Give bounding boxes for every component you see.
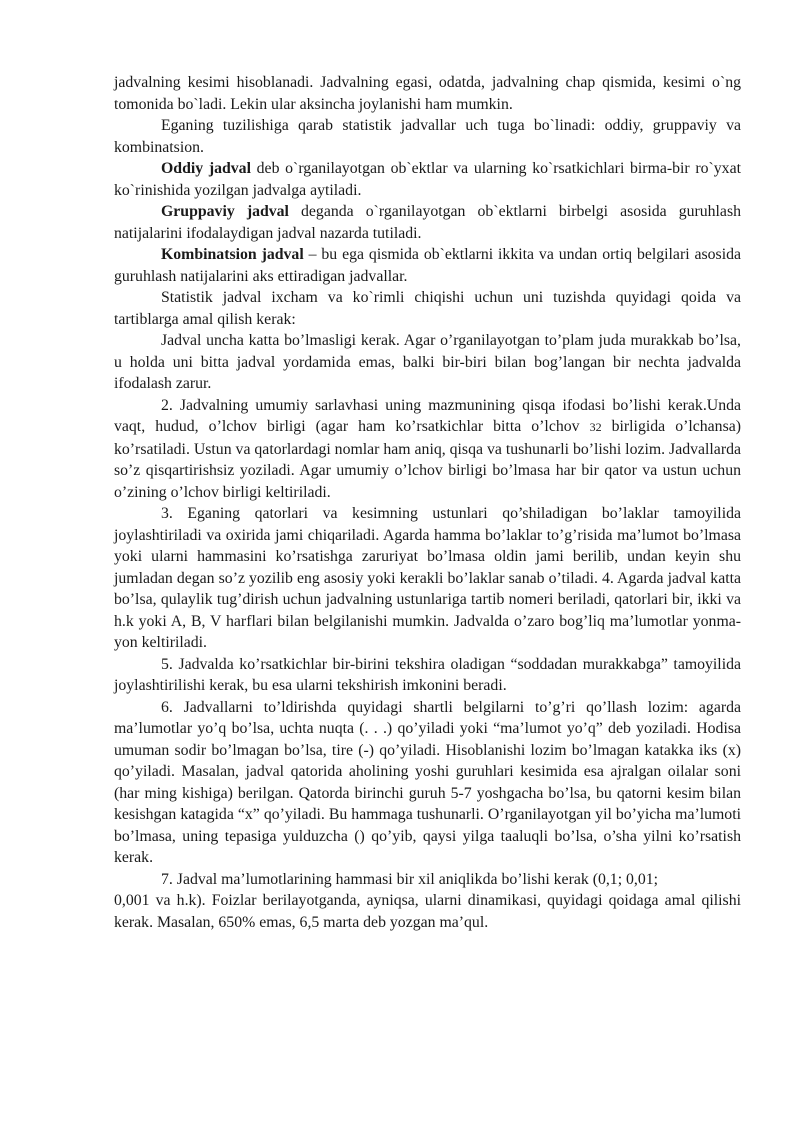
- paragraph-kombinatsion-jadval: [114, 244, 741, 287]
- paragraph-gruppaviy-jadval: [114, 201, 741, 244]
- paragraph-rule-6: 6. Jadvallarni to’ldirishda quyidagi shartli belgilarni to’g’ri qo’llash lozim: agarda ma’lumotlar yo’q bo’lsa, uchta nuqta (. . .) qo’yiladi yoki “ma’lumot yo’q” deb yoziladi. Hodisa umuman sodir bo’lmagan bo’lsa, tire (-) qo’yiladi. Hisoblanishi lozim bo’lmagan katakka iks (x) qo’yiladi. Masalan, jadval qatorida aholining yoshi guruhlari kesimida esa ajralgan oilalar soni (har ming kishiga) berilgan. Qatorda birinchi guruh 5-7 yoshgacha bo’lsa, bu qatorni kesim bilan kesishgan katagida “x” qo’yiladi. Bu hammaga tushunarli. O’rganilayotgan yil bo’yicha ma’lumoti bo’lmasa, uning tepasiga yulduzcha () qo’yib, qaysi yilga taaluqli bo’lsa, o’sha yilni ko’rsatish kerak.: [114, 698, 741, 866]
- paragraph-6: Statistik jadval ixcham va ko`rimli chiqishi uchun uni tuzishda quyidagi qoida va tartiblarga amal qilish kerak:: [114, 289, 741, 328]
- paragraph-rule-5: 5. Jadvalda ko’rsatkichlar bir-birini tekshira oladigan “soddadan murakkabga” tamoyilida joylashtirilishi kerak, bu esa ularni tekshirish imkonini beradi.: [114, 655, 741, 694]
- paragraph-rule-2: [114, 395, 741, 504]
- paragraph-oddiy-jadval: [114, 158, 741, 201]
- term-gruppaviy-jadval: Gruppaviy jadval: [161, 203, 289, 220]
- definition-oddiy-jadval: deb o`rganilayotgan ob`ektlar va ularning ko`rsatkichlari birma-bir ro`yxat ko`rinishida yozilgan jadvalga aytiladi.: [114, 160, 741, 199]
- term-kombinatsion-jadval: Kombinatsion jadval: [161, 246, 304, 263]
- definition-kombinatsion-jadval: – bu ega qismida ob`ektlarni ikkita va undan ortiq belgilari asosida guruhlash natijalarini aks ettiradigan jadvallar.: [114, 246, 741, 285]
- rule-2-text-end: birligida o’lchansa) ko’rsatiladi. Ustun va qatorlardagi nomlar ham aniq, qisqa va tushunarli bo’lishi lozim. Jadvallarda so’z qisqartirishsiz yoziladi. Agar umumiy o’lchov birligi bo’lmasa har bir qator va ustun uchun o’zining o’lchov birligi keltiriladi.: [114, 418, 741, 501]
- document-page: [114, 72, 741, 933]
- page-number: 32: [589, 420, 602, 434]
- definition-gruppaviy-jadval: deganda o`rganilayotgan ob`ektlarni birbelgi asosida guruhlash natijalarini ifodalaydigan jadval nazarda tutiladi.: [114, 203, 741, 242]
- paragraph-rule-7: 7. Jadval ma’lumotlarining hammasi bir xil aniqlikda bo’lishi kerak (0,1; 0,01;: [161, 870, 659, 888]
- rule-2-text-start: 2. Jadvalning umumiy sarlavhasi uning mazmunining qisqa ifodasi bo’lishi kerak.Unda vaqt, hudud, o’lchov birligi (agar ham ko’rsatkichlar bitta o’lchov: [114, 396, 741, 435]
- paragraph-2: Eganing tuzilishiga qarab statistik jadvallar uch tuga bo`linadi: oddiy, gruppaviy va kombinatsion.: [114, 117, 741, 156]
- paragraph-rule-3-4: 3. Eganing qatorlari va kesimning ustunlari qo’shiladigan bo’laklar tamoyilida joylashtiriladi va oxirida jami chiqariladi. Agarda hamma bo’laklar to’g’risida ma’lumot bo’lmasa yoki ularni hammasini ko’rsatishga zaruriyat bo’lmasa oldin jami berilib, undan keyin shu jumladan degan so’z yozilib eng asosiy yoki kerakli bo’laklar sanab o’tiladi. 4. Agarda jadval katta bo’lsa, qulaylik tug’dirish uchun jadvalning ustunlariga tartib nomeri beriladi, qatorlari bir, ikki va h.k yoki A, B, V harflari bilan belgilanishi mumkin. Jadvalda o’zaro bog’liq ma’lumotlar yonma-yon keltiriladi.: [114, 505, 741, 651]
- paragraph-rule-7-continued: 0,001 va h.k). Foizlar berilayotganda, ayniqsa, ularni dinamikasi, quyidagi qoidaga amal qilishi kerak. Masalan, 650% emas, 6,5 marta deb yozgan ma’qul.: [114, 892, 741, 931]
- term-oddiy-jadval: Oddiy jadval: [161, 160, 251, 177]
- paragraph-1: jadvalning kesimi hisoblanadi. Jadvalning egasi, odatda, jadvalning chap qismida, kesimi o`ng tomonida bo`ladi. Lekin ular aksincha joylanishi ham mumkin.: [114, 74, 741, 113]
- paragraph-rule-1: Jadval uncha katta bo’lmasligi kerak. Agar o’rganilayotgan to’plam juda murakkab bo’lsa, u holda uni bitta jadval yordamida emas, balki bir-biri bilan bog’langan bir nechta jadvalda ifodalash zarur.: [114, 332, 741, 392]
